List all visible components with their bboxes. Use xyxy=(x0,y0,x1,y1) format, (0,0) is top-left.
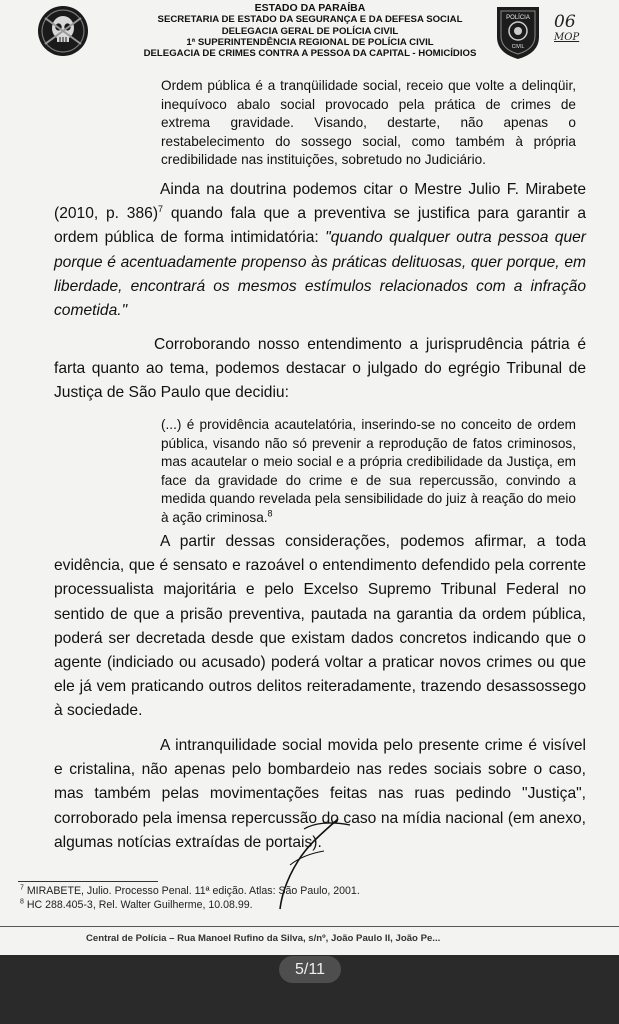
letterhead xyxy=(0,0,619,70)
handwritten-initials: MOP xyxy=(554,32,580,43)
handwritten-signature xyxy=(260,805,370,925)
header-line: SECRETARIA DE ESTADO DA SEGURANÇA E DA DEFESA SOCIAL xyxy=(157,14,463,26)
footnote-number: 8 xyxy=(20,898,24,906)
paragraph-text: Corroborando nosso entendimento a jurisprudência pátria é farta quanto ao tema, podemos destacar o julgado do egrégio Tribunal de Justiça de São Paulo que decidiu: xyxy=(54,336,586,402)
footnote-divider xyxy=(18,881,158,882)
paragraph-text: quando fala que a preventiva se justifica para garantir a ordem pública de forma intimidatória: xyxy=(54,205,586,247)
policia-civil-badge-icon xyxy=(491,3,545,61)
footnote xyxy=(20,899,253,911)
footnote-text: HC 288.405-3, Rel. Walter Guilherme, 10.08.99. xyxy=(26,899,253,911)
paragraph-text: Ainda na doutrina podemos citar o Mestre Julio F. Mirabete (2010, p. 386) xyxy=(54,181,586,223)
footer-address: Central de Polícia – Rua Manoel Rufino da Silva, s/nº, João Paulo II, João Pe... xyxy=(86,933,441,944)
letterhead-text xyxy=(120,3,500,59)
footnote-text: MIRABETE, Julio. Processo Penal. 11ª edição. Atlas: São Paulo, 2001. xyxy=(26,885,360,897)
footnote-number: 7 xyxy=(20,884,24,892)
paragraph-text: A partir dessas considerações, podemos afirmar, a toda evidência, que é sensato e razoável o entendimento defendido pela corrente processualista majoritária e pelo Excelso Supremo Tribunal Federal no sentido de que a prisão preventiva, pautada na garantia da ordem pública, poderá ser decretada desde que existam dados concretos indicando que o agente (indiciado ou acusado) poderá voltar a praticar novos crimes ou que ele já vem praticando outros delitos reiteradamente, trazendo desassossego à sociedade. xyxy=(54,533,586,720)
quote-text: (...) é providência acautelatória, inserindo-se no conceito de ordem pública, visando não só prevenir a reprodução de fatos criminosos, mas acautelar o meio social e a própria credibilidade da Justiça, em face da gravidade do crime e de sua repercussão, convindo a medida quando revelada pela sensibilidade do juiz à reação do meio à ação criminosa. xyxy=(161,417,576,525)
footnote-ref: 8 xyxy=(267,507,273,518)
handwritten-page-number xyxy=(554,14,579,43)
header-line: ESTADO DA PARAÍBA xyxy=(254,2,366,14)
footnote xyxy=(20,885,360,897)
footer-divider xyxy=(0,926,619,927)
block-quote xyxy=(161,416,576,527)
body-paragraph xyxy=(54,530,586,724)
badge-text-bottom: CIVIL xyxy=(511,44,525,50)
paragraph-text: A intranquilidade social movida pelo presente crime é visível e cristalina, não apenas pelo bombardeio nas redes sociais sobre o caso, mas também pelas movimentações feitas nas ruas pedindo "Justiça", corroborado pela imensa repercussão do caso na mídia nacional (em anexo, algumas notícias extraídas de portais). xyxy=(54,737,586,851)
page-counter: 5/11 xyxy=(279,956,341,983)
block-quote: Ordem pública é a tranqüilidade social, receio que volte a delinqüir, inequívoco abalo social provocado pela prática de crimes de extrema gravidade. Visando, destarte, não apenas o restabelecimento do sossego social, como também à própria credibilidade nas instituições, sobretudo no Judiciário. xyxy=(161,78,576,167)
police-emblem-skull-icon xyxy=(36,4,90,58)
badge-text-top: POLÍCIA xyxy=(506,15,530,21)
handwritten-number: 06 xyxy=(554,12,576,32)
header-line: DELEGACIA GERAL DE POLÍCIA CIVIL xyxy=(221,25,399,37)
header-line: DELEGACIA DE CRIMES CONTRA A PESSOA DA CAPITAL - HOMICÍDIOS xyxy=(143,48,477,60)
italic-citation: "quando qualquer outra pessoa quer porque é acentuadamente propenso às práticas delituosas, quer porque, em liberdade, encontrará os mesmos estímulos relacionados com a infração cometida." xyxy=(54,229,586,320)
body-paragraph xyxy=(54,178,586,323)
footnote-ref: 7 xyxy=(158,204,164,215)
body-paragraph xyxy=(54,333,586,406)
header-line: 1ª SUPERINTENDÊNCIA REGIONAL DE POLÍCIA CIVIL xyxy=(186,36,434,48)
